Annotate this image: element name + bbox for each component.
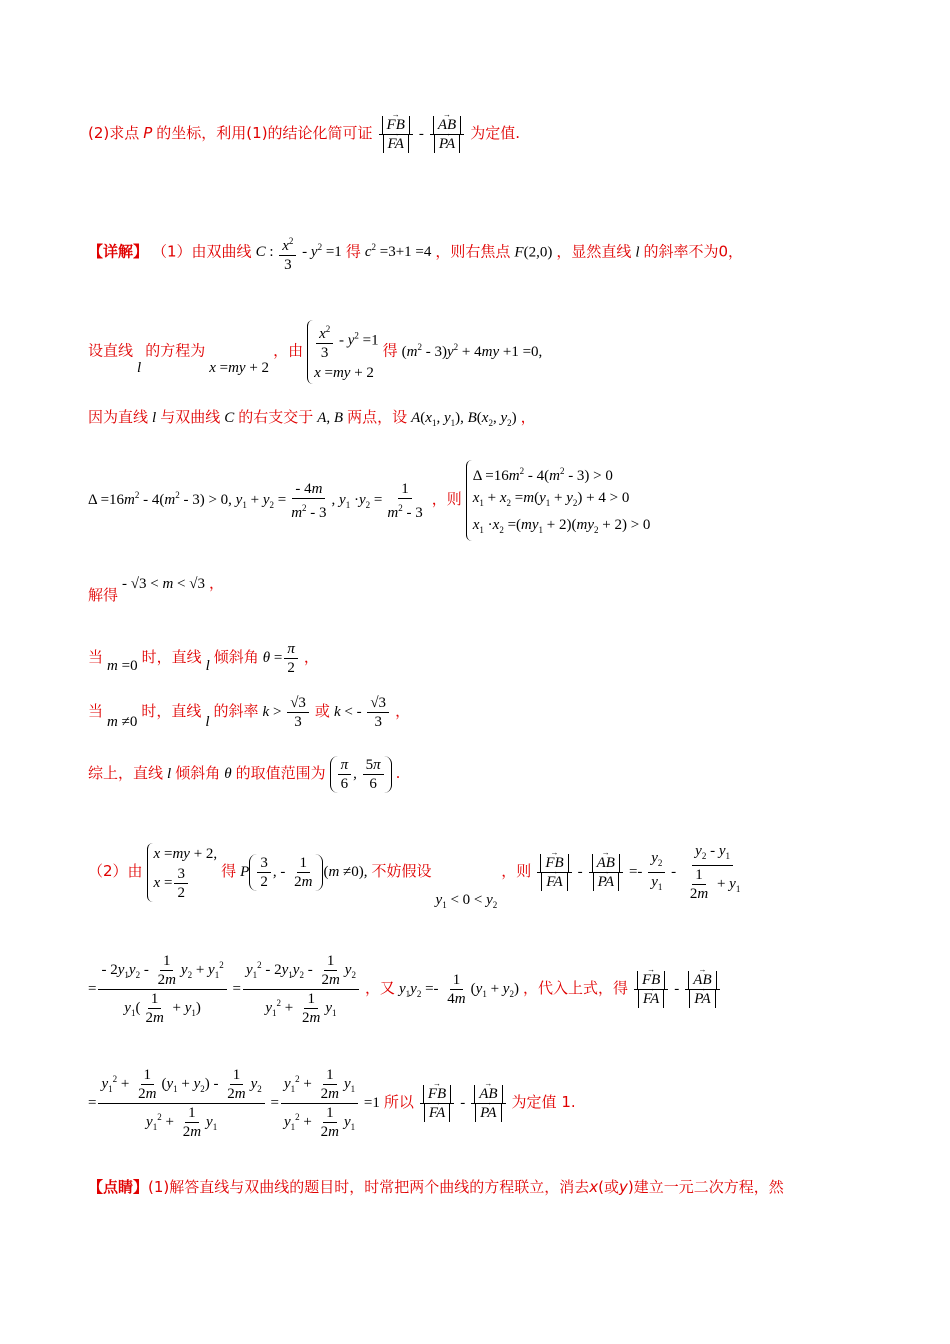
m-zero-line: 当 m =0 时，直线 l 倾斜角 θ = $\frac{\pi}{2}$ ， <box>88 641 319 676</box>
detail-line: 【详解】 （1）由双曲线 C : $\frac{x^2}{3}$ - $y^2 =1$ 得 $c^2 =3+1 =4$ ，则右焦点 F(2,0) ，显然直线 l 的斜率不为0， <box>88 232 743 274</box>
solution-line: 解得 - √3 < m < √3 ， <box>88 574 225 604</box>
conclusion-line: 综上，直线 l 倾斜角 θ 的取值范围为 $\frac{\pi}{6}$ , $\frac{5\pi}{6}$ . <box>88 757 401 792</box>
m-nonzero-line: 当 m ≠0 时，直线 l 的斜率 k > $\frac{√3}{3}$ 或 k < - $\frac{√3}{3}$ ， <box>88 695 411 730</box>
line-setup: 设直线 l 的方程为 x =my + 2 ，由 $\frac{x^2}{3}$ - $y^2 =1$ x =my + 2 得 $(m^2 - 3)y^2 + 4my +1 =0$, <box>88 320 542 384</box>
system-brace: $\frac{x^2}{3}$ - $y^2 =1$ x =my + 2 <box>307 320 379 384</box>
final-line: = $y_1^2$ + $\frac{1}{2m}$ $(y_1 + y_2)$ - $\frac{1}{2m}$ $y_2$ $y_1^2$ + $\frac{1}{2m}$ $y_1$ = $y_1^2$ + $\frac{1}{2m}$ $y_1$ $y_1^2$ + $\frac{1}{2m}$ $y_1$ =1 所以 → FB → FA - → AB → PA 为定值 1. <box>88 1066 576 1141</box>
dianjing-line: 【点睛】(1)解答直线与双曲线的题目时，时常把两个曲线的方程联立，消去x(或y)建立一元二次方程，然 <box>88 1178 784 1196</box>
part2-line: （2）由 x =my + 2, x = $\frac{3}{2}$ 得 P $\frac{3}{2}$ , - $\frac{1}{2m}$ (m ≠0), 不妨假设 $y_1 < 0 < y_2$ ，则 → FB → FA - → AB → PA =- $\frac{y_2}{y_1}$ - $y_2 - y_1$ $\frac{1}{2m}$ + $y_1$ <box>88 842 745 903</box>
delta-line: $\Delta =16m^2 - 4(m^2 - 3) > 0$, $y_1 + y_2$ = $\frac{- 4m}{m^2 - 3}$ , $y_1 \cdot y_2$ = $\frac{1}{m^2 - 3}$ ，则 $\Delta =16m^2 - 4(m^2 - 3) > 0$ $x_1 + x_2 =m(y_1 + y_2) + 4 > 0$ $x_1 \cdot x_2 =(my_1 + 2)(my_2 + 2) > 0$ <box>88 460 650 541</box>
simplify-line: = - $2y_1y_2$ - $\frac{1}{2m}$ $y_2 + y_1^2$ $y_1$( $\frac{1}{2m}$ + $y_1$) = $y_1^2 - 2y_1y_2$ - $\frac{1}{2m}$ $y_2$ $y_1^2$ + $\frac{1}{2m}$ $y_1$ ，又 $y_1y_2$ =- $\frac{1}{4m}$ $(y_1 + y_2)$ ，代入上式，得 → FB → FA - → AB → PA <box>88 952 722 1027</box>
hyperbola-eq: C : $\frac{x^2}{3}$ - $y^2 =1$ <box>256 244 342 260</box>
condition-system: $\Delta =16m^2 - 4(m^2 - 3) > 0$ $x_1 + x_2 =m(y_1 + y_2) + 4 > 0$ $x_1 \cdot x_2 =(my_1 + 2)(my_2 + 2) > 0$ <box>466 460 651 541</box>
part2-hint-line: (2)求点 P 的坐标，利用(1)的结论化简可证 → FB → FA - → AB → PA 为定值. <box>88 116 520 153</box>
intersect-line: 因为直线 l 与双曲线 C 的右支交于 A, B 两点，设 $A(x_1$, $y_1$), $B(x_2$, $y_2$) ， <box>88 408 536 428</box>
ratio-formula: → FB → FA <box>379 116 413 153</box>
